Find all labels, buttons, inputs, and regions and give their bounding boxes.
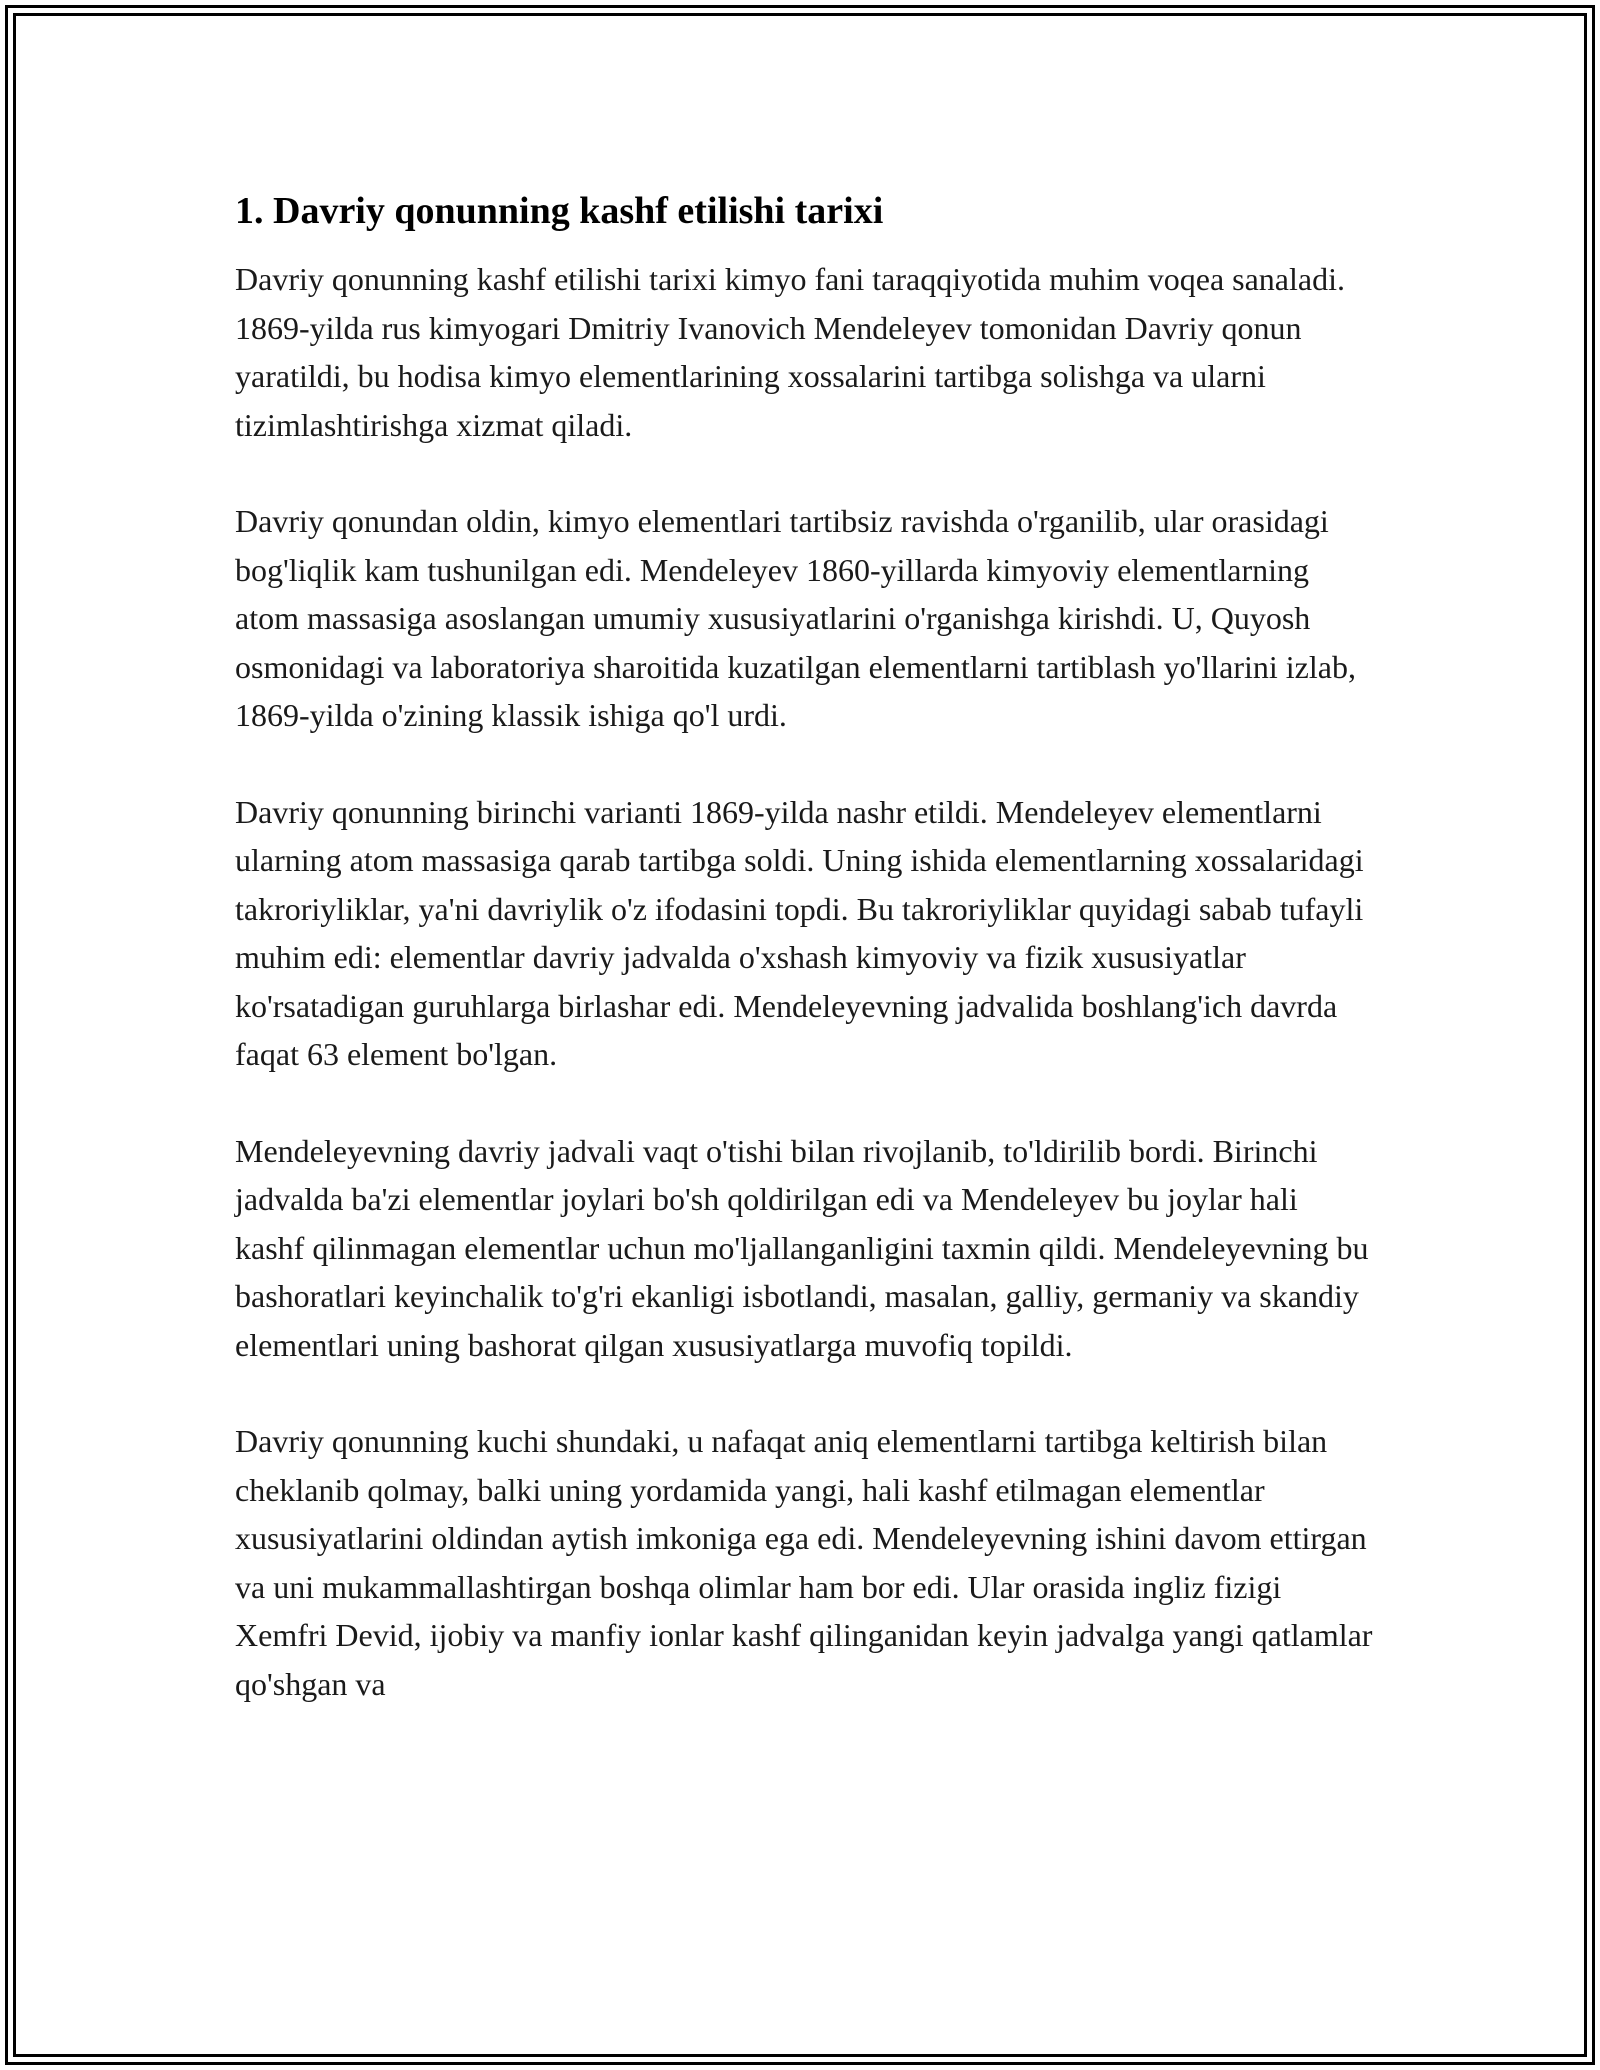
paragraph-5: Davriy qonunning kuchi shundaki, u nafaqat aniq elementlarni tartibga keltirish bilan cheklanib qolmay, balki uning yordamida yangi, hali kashf etilmagan elementlar xususiyatlarini oldindan aytish imkoniga ega edi. Mendeleyevning ishini davom ettirgan va uni mukammallashtirgan boshqa olimlar ham bor edi. Ular orasida ingliz fizigi Xemfri Devid, ijobiy va manfiy ionlar kashf qilinganidan keyin jadvalga yangi qatlamlar qo'shgan va (235, 1423, 1373, 1702)
paragraph-3: Davriy qonunning birinchi varianti 1869-yilda nashr etildi. Mendeleyev elementlarni ularning atom massasiga qarab tartibga soldi. Uning ishida elementlarning xossalaridagi takroriyliklar, ya'ni davriylik o'z ifodasini topdi. Bu takroriyliklar quyidagi sabab tufayli muhim edi: elementlar davriy jadvalda o'xshash kimyoviy va fizik xususiyatlar ko'rsatadigan guruhlarga birlashar edi. Mendeleyevning jadvalida boshlang'ich davrda faqat 63 element bo'lgan. (235, 793, 1364, 1072)
document-body (235, 185, 1375, 1756)
paragraph-2: Davriy qonundan oldin, kimyo elementlari tartibsiz ravishda o'rganilib, ular orasidagi bog'liqlik kam tushunilgan edi. Mendeleyev 1860-yillarda kimyoviy elementlarning atom massasiga asoslangan umumiy xususiyatlarini o'rganishga kirishdi. U, Quyosh osmonidagi va laboratoriya sharoitida kuzatilgan elementlarni tartiblash yo'llarini izlab, 1869-yilda o'zining klassik ishiga qo'l urdi. (235, 503, 1356, 733)
paragraph-4: Mendeleyevning davriy jadvali vaqt o'tishi bilan rivojlanib, to'ldirilib bordi. Birinchi jadvalda ba'zi elementlar joylari bo'sh qoldirilgan edi va Mendeleyev bu joylar hali kashf qilinmagan elementlar uchun mo'ljallanganligini taxmin qildi. Mendeleyevning bu bashoratlari keyinchalik to'g'ri ekanligi isbotlandi, masalan, galliy, germaniy va skandiy elementlari uning bashorat qilgan xususiyatlarga muvofiq topildi. (235, 1132, 1369, 1363)
paragraph-1: Davriy qonunning kashf etilishi tarixi kimyo fani taraqqiyotida muhim voqea sanaladi. 1869-yilda rus kimyogari Dmitriy Ivanovich Mendeleyev tomonidan Davriy qonun yaratildi, bu hodisa kimyo elementlarining xossalarini tartibga solishga va ularni tizimlashtirishga xizmat qiladi. (235, 261, 1345, 443)
section-heading: 1. Davriy qonunning kashf etilishi tarixi (235, 190, 884, 232)
